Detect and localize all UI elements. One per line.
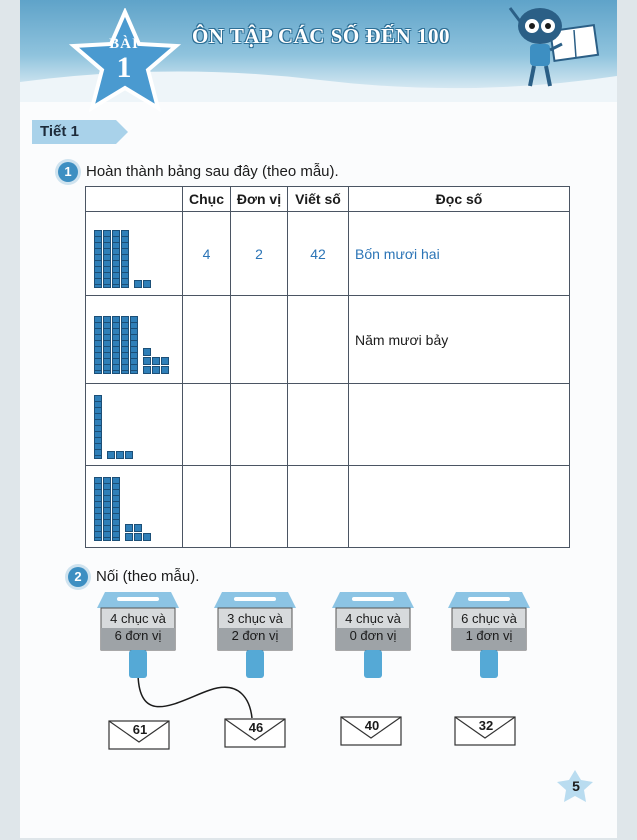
envelope-number: 32 xyxy=(478,718,494,733)
tens-rods xyxy=(94,230,129,288)
ones-unit xyxy=(143,348,151,356)
table-row xyxy=(86,296,570,384)
ones-units xyxy=(134,280,162,288)
mailbox-label xyxy=(340,610,406,644)
mailbox-line2: 2 đơn vị xyxy=(231,628,279,643)
envelope-number: 46 xyxy=(248,720,264,735)
table-row xyxy=(86,212,570,296)
tens-rod xyxy=(103,316,111,374)
viet-so-cell[interactable] xyxy=(288,384,349,466)
envelope[interactable] xyxy=(454,716,516,746)
mailbox-line1: 4 chục và xyxy=(110,611,166,626)
textbook-page xyxy=(20,0,617,838)
header-doc-so: Đọc số xyxy=(349,187,570,212)
header-don-vi: Đơn vị xyxy=(231,187,288,212)
header-chuc: Chục xyxy=(183,187,231,212)
table-header-row xyxy=(86,187,570,212)
tens-rod xyxy=(94,477,102,541)
mailbox[interactable] xyxy=(95,588,181,688)
tens-rod xyxy=(94,230,102,288)
tens-rod xyxy=(121,316,129,374)
ones-unit xyxy=(134,533,142,541)
tens-rod xyxy=(94,395,102,459)
tens-rod xyxy=(112,316,120,374)
ones-unit xyxy=(125,451,133,459)
mailbox-line1: 4 chục và xyxy=(345,611,401,626)
header-blocks xyxy=(86,187,183,212)
header-viet-so: Viết số xyxy=(288,187,349,212)
blocks-cell xyxy=(86,466,183,548)
exercise-2-number: 2 xyxy=(68,567,88,587)
mailbox[interactable] xyxy=(330,588,416,688)
mailbox[interactable] xyxy=(212,588,298,688)
ones-unit xyxy=(143,357,151,365)
chuc-cell[interactable]: 4 xyxy=(183,212,231,296)
tens-rod xyxy=(130,316,138,374)
robot-reading-icon xyxy=(490,2,602,90)
envelope-number: 61 xyxy=(132,722,148,737)
ones-unit xyxy=(161,366,169,374)
chuc-cell[interactable] xyxy=(183,296,231,384)
mailbox-line2: 1 đơn vị xyxy=(465,628,513,643)
mailbox-line2: 0 đơn vị xyxy=(349,628,397,643)
tens-rods xyxy=(94,477,120,541)
envelope-number: 40 xyxy=(364,718,380,733)
don-vi-cell[interactable] xyxy=(231,466,288,548)
table-row xyxy=(86,384,570,466)
base-ten-blocks-image xyxy=(86,467,180,547)
ones-unit xyxy=(152,357,160,365)
ones-unit xyxy=(161,357,169,365)
tens-rod xyxy=(112,477,120,541)
ones-unit xyxy=(125,533,133,541)
blocks-cell xyxy=(86,212,183,296)
lesson-title: ÔN TẬP CÁC SỐ ĐẾN 100 xyxy=(192,24,451,48)
page-number: 5 xyxy=(572,778,580,794)
blocks-cell xyxy=(86,384,183,466)
doc-so-cell[interactable]: Bốn mươi hai xyxy=(349,212,570,296)
lesson-number: 1 xyxy=(116,51,132,84)
tens-rods xyxy=(94,395,102,459)
base-ten-blocks-image xyxy=(86,385,180,465)
ones-unit xyxy=(134,280,142,288)
ones-unit xyxy=(107,451,115,459)
don-vi-cell[interactable] xyxy=(231,296,288,384)
base-ten-blocks-image xyxy=(86,300,180,380)
table-row xyxy=(86,466,570,548)
tens-rod xyxy=(103,230,111,288)
doc-so-cell[interactable]: Năm mươi bảy xyxy=(349,296,570,384)
exercise-1-instruction: Hoàn thành bảng sau đây (theo mẫu). xyxy=(86,163,339,180)
mailbox-line1: 3 chục và xyxy=(227,611,283,626)
envelope[interactable] xyxy=(108,720,170,750)
ones-unit xyxy=(143,533,151,541)
doc-so-cell[interactable] xyxy=(349,384,570,466)
don-vi-cell[interactable]: 2 xyxy=(231,212,288,296)
tens-rods xyxy=(94,316,138,374)
exercise-2-instruction: Nối (theo mẫu). xyxy=(96,568,200,585)
exercise-1-number: 1 xyxy=(58,162,78,182)
ones-unit xyxy=(143,280,151,288)
mailbox-label xyxy=(222,610,288,644)
doc-so-cell[interactable] xyxy=(349,466,570,548)
tens-rod xyxy=(103,477,111,541)
mailbox-line1: 6 chục và xyxy=(461,611,517,626)
ones-unit xyxy=(125,524,133,532)
don-vi-cell[interactable] xyxy=(231,384,288,466)
viet-so-cell[interactable] xyxy=(288,296,349,384)
mailbox-label xyxy=(105,610,171,644)
viet-so-cell[interactable] xyxy=(288,466,349,548)
tens-rod xyxy=(121,230,129,288)
ones-unit xyxy=(152,366,160,374)
envelope[interactable] xyxy=(224,718,286,748)
base-ten-blocks-image xyxy=(86,214,180,294)
ones-unit xyxy=(143,366,151,374)
ones-units xyxy=(125,524,153,541)
tiet-label: Tiết 1 xyxy=(40,123,79,140)
ones-units xyxy=(143,348,171,374)
blocks-cell xyxy=(86,296,183,384)
envelope[interactable] xyxy=(340,716,402,746)
lesson-bai-label: BÀI xyxy=(109,36,139,52)
viet-so-cell[interactable]: 42 xyxy=(288,212,349,296)
chuc-cell[interactable] xyxy=(183,466,231,548)
tens-rod xyxy=(94,316,102,374)
tens-rod xyxy=(112,230,120,288)
chuc-cell[interactable] xyxy=(183,384,231,466)
place-value-table xyxy=(85,186,570,548)
ones-unit xyxy=(134,524,142,532)
ones-unit xyxy=(116,451,124,459)
ones-units xyxy=(107,451,135,459)
mailbox-label xyxy=(456,610,522,644)
mailbox[interactable] xyxy=(446,588,532,688)
lesson-badge-text xyxy=(94,36,154,83)
mailbox-line2: 6 đơn vị xyxy=(114,628,162,643)
